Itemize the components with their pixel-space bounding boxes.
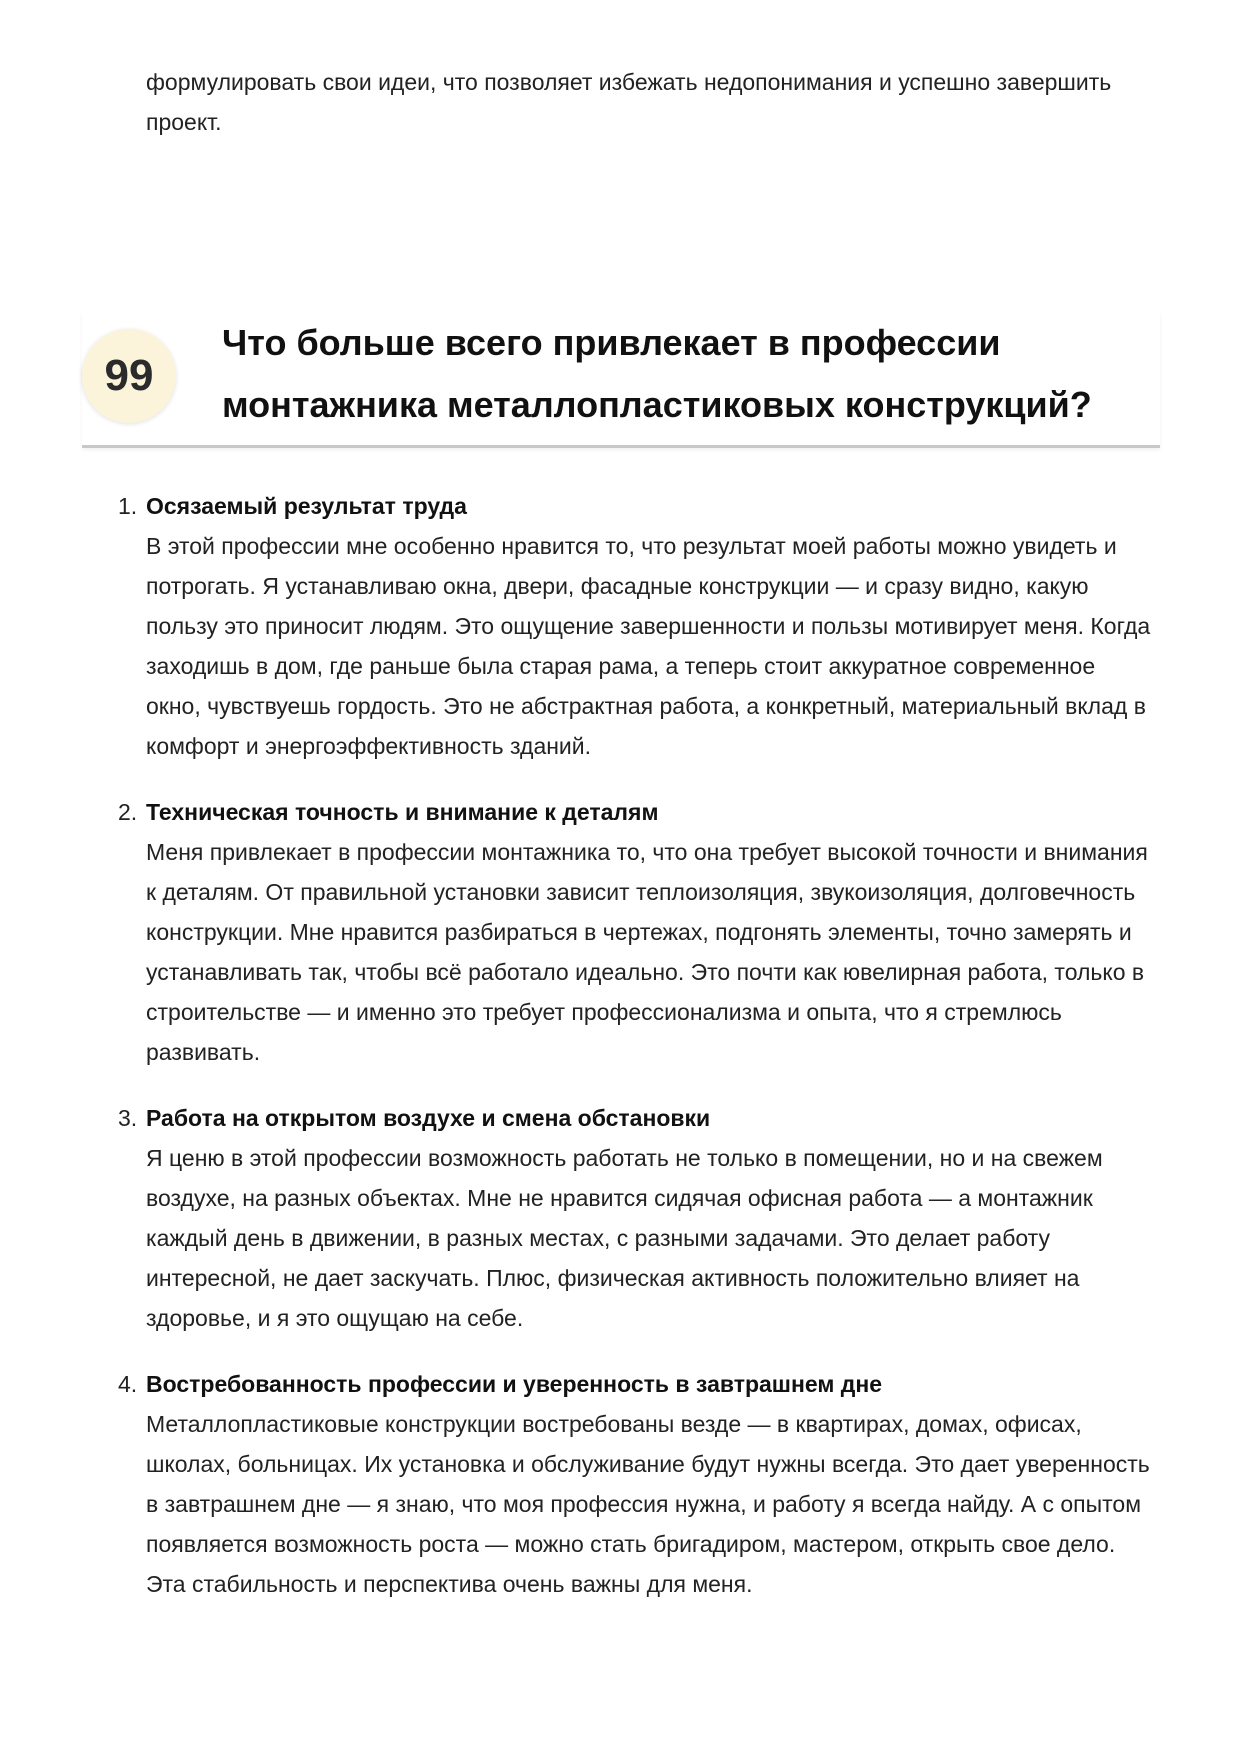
- answer-text: В этой профессии мне особенно нравится то, что результат моей работы можно увидеть и потрогать. Я устанавливаю окна, двери, фасадные конструкции — и сразу видно, какую пользу это приносит людям. Это ощущение завершенности и пользы мотивирует меня. Когда заходишь в дом, где раньше была старая рама, а теперь стоит аккуратное современное окно, чувствуешь гордость. Это не абстрактная работа, а конкретный, материальный вклад в комфорт и энергоэффективность зданий.: [146, 533, 1151, 759]
- answer-item: [118, 1364, 1156, 1604]
- answer-heading: Востребованность профессии и уверенность в завтрашнем дне: [146, 1371, 883, 1397]
- intro-paragraph: формулировать свои идеи, что позволяет избежать недопонимания и успешно завершить проект.: [146, 69, 1112, 135]
- answer-index: 2.: [118, 799, 138, 825]
- answer-index: 3.: [118, 1105, 138, 1131]
- answer-heading: Работа на открытом воздухе и смена обстановки: [146, 1105, 711, 1131]
- question-title: Что больше всего привлекает в профессии монтажника металлопластиковых конструкций?: [222, 322, 1092, 425]
- answer-heading: Осязаемый результат труда: [146, 493, 467, 519]
- answer-heading: Техническая точность и внимание к деталям: [146, 799, 659, 825]
- answer-text: Я ценю в этой профессии возможность работать не только в помещении, но и на свежем воздухе, на разных объектах. Мне не нравится сидячая офисная работа — а монтажник каждый день в движении, в разных местах, с разными задачами. Это делает работу интересной, не дает заскучать. Плюс, физическая активность положительно влияет на здоровье, и я это ощущаю на себе.: [146, 1145, 1103, 1331]
- question-header: [82, 312, 1160, 448]
- answer-list: [118, 486, 1156, 1630]
- answer-index: 4.: [118, 1371, 138, 1397]
- answer-item: [118, 792, 1156, 1072]
- answer-item: [118, 1098, 1156, 1338]
- answer-index: 1.: [118, 493, 138, 519]
- answer-text: Меня привлекает в профессии монтажника то, что она требует высокой точности и внимания к деталям. От правильной установки зависит теплоизоляция, звукоизоляция, долговечность конструкции. Мне нравится разбираться в чертежах, подгонять элементы, точно замерять и устанавливать так, чтобы всё работало идеально. Это почти как ювелирная работа, только в строительстве — и именно это требует профессионализма и опыта, что я стремлюсь развивать.: [146, 839, 1148, 1065]
- question-number-badge: 99: [82, 329, 176, 423]
- answer-text: Металлопластиковые конструкции востребованы везде — в квартирах, домах, офисах, школах, больницах. Их установка и обслуживание будут нужны всегда. Это дает уверенность в завтрашнем дне — я знаю, что моя профессия нужна, и работу я всегда найду. А с опытом появляется возможность роста — можно стать бригадиром, мастером, открыть свое дело. Эта стабильность и перспектива очень важны для меня.: [146, 1411, 1150, 1597]
- answer-item: [118, 486, 1156, 766]
